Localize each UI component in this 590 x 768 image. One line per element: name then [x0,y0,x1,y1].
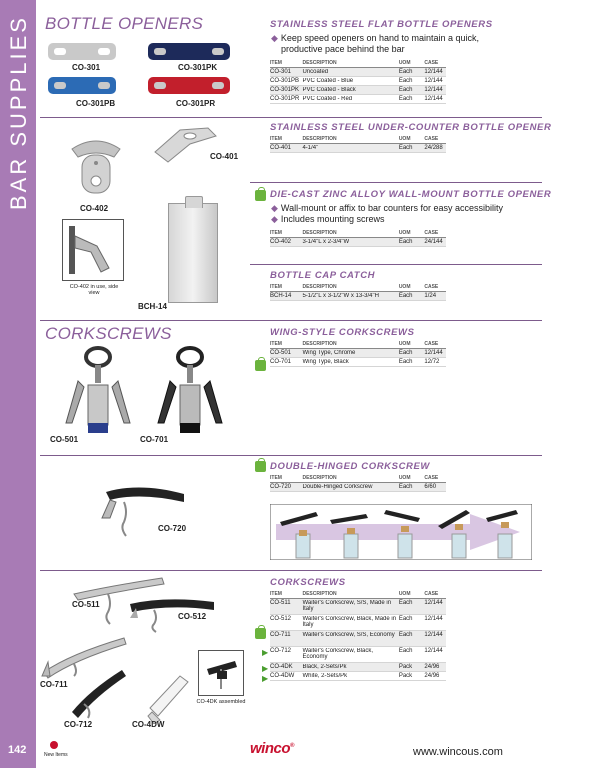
cell-uom: Each [398,78,413,84]
cell-item: CO-402 [270,239,292,245]
product-title-corkscrews: CORKSCREWS [270,577,346,588]
label-co-401: CO-401 [210,152,239,161]
label-co-4dw: CO-4DW [132,720,165,729]
cell-uom: Each [398,96,413,102]
table-header [270,591,446,599]
cell-case: 6/60 [424,484,437,490]
cell-uom: Each [398,648,413,654]
cell-case: 12/144 [424,632,443,638]
cell-description: Wing Type, Chrome [302,350,356,356]
cell-uom: Each [398,69,413,75]
cell-item: CO-512 [270,616,292,622]
cell-item: CO-712 [270,648,292,654]
cell-uom: Each [398,359,413,365]
bullet-flat-openers-1: ◆ Keep speed openers on hand to maintain a quick, [271,33,480,43]
table-row [270,663,446,672]
cell-item: CO-301 [270,69,292,75]
cell-description: DESCRIPTION [302,284,337,290]
cell-item: ITEM [270,136,282,142]
section-title-corkscrews: CORKSCREWS [45,324,172,343]
bullet-flat-openers-2: productive pace behind the bar [281,44,405,54]
bch-14-image [168,203,218,303]
table-row [270,68,446,77]
table-row [270,615,446,631]
product-title-flat-openers: STAINLESS STEEL FLAT BOTTLE OPENERS [270,19,493,30]
cell-case: CASE [424,136,439,142]
cell-uom: Pack [398,673,413,679]
cell-uom: UOM [398,284,411,290]
bullet-wall-mount-1: ◆ Wall-mount or affix to bar counters for easy accessibility [271,203,504,213]
product-title-cap-catch: BOTTLE CAP CATCH [270,270,376,281]
label-co-301pb: CO-301PB [76,99,116,108]
cell-case: 24/96 [424,673,440,679]
brand-logo: winco® [250,740,294,757]
new-arrow-icon: ▶ [262,664,269,673]
cell-item: CO-301PR [270,96,300,102]
cell-description: PVC Coated - Red [302,96,353,102]
cell-case: CASE [424,475,439,481]
cell-item: ITEM [270,591,282,597]
table-row [270,358,446,367]
cell-case: CASE [424,60,439,66]
table-row [270,86,446,95]
cell-uom: UOM [398,341,411,347]
cell-case: 24/144 [424,239,443,245]
cell-description: 3-1/4"L x 2-3/4"W [302,239,350,245]
cell-case: 24/96 [424,664,440,670]
cell-description: PVC Coated - Black [302,87,356,93]
cell-uom: Each [398,239,413,245]
cell-item: CO-511 [270,600,291,606]
co-701-image [150,345,230,437]
cell-case: CASE [424,230,439,236]
table-cap-catch [270,284,446,301]
table-header [270,230,446,238]
cell-description: DESCRIPTION [302,341,337,347]
cell-description: Waiter's Corkscrew, S/S, Made in Italy [302,600,392,612]
cell-uom: Each [398,145,413,151]
cell-description: 4-1/4" [302,145,319,151]
cell-description: Uncoated [302,69,329,75]
cell-uom: UOM [398,60,411,66]
cell-uom: Pack [398,664,413,670]
cell-description: Double-Hinged Corkscrew [302,484,373,490]
cell-description: Waiter's Corkscrew, Black, Economy [302,648,374,660]
label-co-712: CO-712 [64,720,93,729]
cell-description: 5-1/2"L x 3-1/2"W x 13-3/4"H [302,293,379,299]
cell-case: 12/72 [424,359,440,365]
co-301pr-image [148,77,230,94]
table-row [270,95,446,104]
label-co-511: CO-511 [72,600,100,609]
cell-item: CO-501 [270,350,292,356]
co-301-image [48,43,116,60]
label-co-301pr: CO-301PR [176,99,216,108]
table-row [270,647,446,663]
co-402-image [64,135,128,201]
cell-item: CO-711 [270,632,291,638]
cell-description: Wing Type, Black [302,359,349,365]
cell-case: 12/144 [424,87,443,93]
label-co-720: CO-720 [158,524,187,533]
cell-item: CO-720 [270,484,292,490]
cell-description: DESCRIPTION [302,230,337,236]
new-item-icon [255,461,266,472]
table-row [270,292,446,301]
new-item-icon [255,360,266,371]
website-link[interactable]: www.wincous.com [413,746,503,758]
cell-item: CO-301PB [270,78,300,84]
cell-description: DESCRIPTION [302,136,337,142]
cell-uom: UOM [398,591,411,597]
cell-item: CO-4DK [270,664,293,670]
cell-uom: Each [398,293,413,299]
new-arrow-icon: ▶ [262,674,269,683]
table-header [270,475,446,483]
cell-item: ITEM [270,60,282,66]
bullet-wall-mount-2: ◆ Includes mounting screws [271,214,385,224]
cell-uom: Each [398,350,413,356]
cell-case: 12/144 [424,616,443,622]
co-712-image [66,664,128,720]
cell-item: CO-701 [270,359,292,365]
divider [40,320,542,321]
section-title-bottle-openers: BOTTLE OPENERS [45,14,204,33]
cell-case: CASE [424,591,439,597]
cell-case: 12/144 [424,648,443,654]
co-402-side-view-image [62,219,124,281]
cell-case: 1/24 [424,293,437,299]
table-corkscrews [270,591,446,681]
cell-description: DESCRIPTION [302,591,337,597]
page-number: 142 [8,744,27,756]
table-row [270,144,446,153]
cell-item: ITEM [270,230,282,236]
new-item-icon [255,190,266,201]
table-row [270,631,446,647]
cell-uom: Each [398,632,413,638]
cell-uom: Each [398,600,413,606]
cell-uom: Each [398,616,413,622]
cell-description: DESCRIPTION [302,475,337,481]
co-720-usage-sequence-image [270,504,532,560]
co-301pb-image [48,77,116,94]
table-wall-mount [270,230,446,247]
table-row [270,672,446,681]
cell-item: CO-401 [270,145,292,151]
divider [250,182,542,183]
label-co-301: CO-301 [72,63,101,72]
table-header [270,341,446,349]
table-row [270,483,446,492]
cell-item: ITEM [270,341,282,347]
cell-case: CASE [424,284,439,290]
cell-uom: UOM [398,230,411,236]
product-title-wing-style: WING-STYLE CORKSCREWS [270,327,415,338]
new-item-icon [255,628,266,639]
table-header [270,60,446,68]
co-4dw-image [146,668,192,724]
table-flat-openers [270,60,446,104]
divider [250,264,542,265]
cell-description: DESCRIPTION [302,60,337,66]
divider [40,117,542,118]
cell-description: Waiter's Corkscrew, Black, Made in Italy [302,616,397,628]
table-row [270,238,446,247]
cell-uom: Each [398,87,413,93]
table-under-counter [270,136,446,153]
product-title-under-counter: STAINLESS STEEL UNDER-COUNTER BOTTLE OPENER [270,122,552,133]
table-row [270,349,446,358]
label-co-501: CO-501 [50,435,79,444]
cell-case: 24/288 [424,145,443,151]
label-co-701: CO-701 [140,435,169,444]
sidebar [0,0,36,768]
table-header [270,284,446,292]
label-co-4dk-note: CO-4DK assembled [196,699,246,705]
label-co-711: CO-711 [40,680,68,689]
co-4dk-assembled-image [198,650,244,696]
cell-item: BCH-14 [270,293,292,299]
table-wing-style [270,341,446,367]
cell-case: 12/144 [424,78,443,84]
label-co-512: CO-512 [178,612,207,621]
cell-item: CO-4DW [270,673,295,679]
label-co-402: CO-402 [80,204,109,213]
divider [40,455,542,456]
cell-description: PVC Coated - Blue [302,78,354,84]
table-double-hinged [270,475,446,492]
co-501-image [58,345,138,437]
product-title-double-hinged: DOUBLE-HINGED CORKSCREW [270,461,430,472]
label-bch-14: BCH-14 [138,302,167,311]
table-row [270,599,446,615]
cell-case: 12/144 [424,600,443,606]
cell-uom: UOM [398,136,411,142]
co-301pk-image [148,43,230,60]
cell-item: CO-301PK [270,87,300,93]
cell-item: ITEM [270,475,282,481]
cell-case: 12/144 [424,69,443,75]
cell-description: White, 2-Sets/Pk [302,673,348,679]
cell-uom: UOM [398,475,411,481]
label-co-301pk: CO-301PK [178,63,218,72]
table-header [270,136,446,144]
new-items-legend: New Items [44,752,68,758]
new-items-dot-icon [50,741,58,749]
cell-case: CASE [424,341,439,347]
cell-description: Black, 2-Sets/Pk [302,664,347,670]
cell-uom: Each [398,484,413,490]
cell-description: Waiter's Corkscrew, S/S, Economy [302,632,395,638]
sidebar-title: BAR SUPPLIES [6,15,31,210]
cell-case: 12/144 [424,350,443,356]
table-row [270,77,446,86]
new-arrow-icon: ▶ [262,648,269,657]
cell-item: ITEM [270,284,282,290]
cell-case: 12/144 [424,96,443,102]
label-co-402-note: CO-402 in use, side view [69,284,119,296]
product-title-wall-mount: DIE-CAST ZINC ALLOY WALL-MOUNT BOTTLE OPENER [270,189,552,200]
divider [40,570,542,571]
